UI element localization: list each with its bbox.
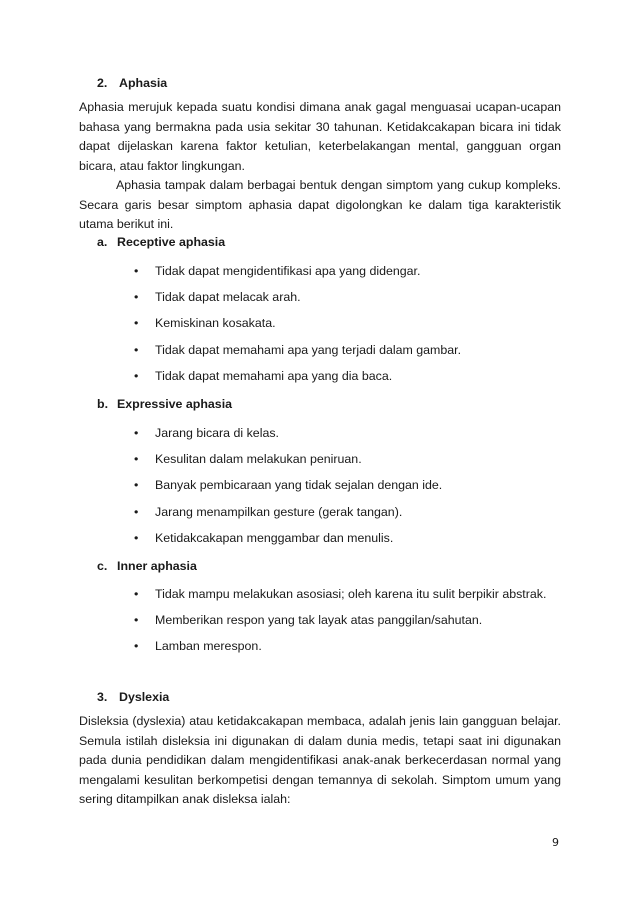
page-number: 9 (552, 836, 559, 849)
section-heading-dyslexia (97, 690, 169, 704)
bullet-list-receptive (131, 264, 461, 395)
subsection-letter: a. (97, 235, 108, 249)
bullet-icon: • (134, 290, 139, 305)
section-number: 3. (97, 690, 108, 704)
bullet-icon: • (134, 452, 139, 467)
list-item: • Kesulitan dalam melakukan peniruan. (134, 452, 362, 467)
list-item: • Ketidakcakapan menggambar dan menulis. (134, 530, 394, 545)
subsection-heading-inner (97, 559, 197, 573)
subsection-title: Expressive aphasia (117, 397, 233, 411)
subsection-heading-receptive (97, 235, 225, 249)
section-heading-aphasia (97, 76, 167, 90)
bullet-icon: • (134, 316, 139, 331)
bullet-icon: • (134, 587, 139, 601)
paragraph-dyslexia: Disleksia (dyslexia) atau ketidakcakapan membaca, adalah jenis lain gangguan belajar. Semula istilah disleksia ini digunakan di dalam dunia medis, tetapi saat ini digunakan pada dunia pendidikan dalam mengidentifikasi anak-anak berkecerdasan normal yang mengalami kesulitan berkompetisi dengan temannya di sekolah. Simptom umum yang sering ditampilkan anak disleksa ialah: (79, 714, 561, 806)
section-title: Aphasia (119, 76, 168, 90)
subsection-heading-expressive (97, 397, 232, 411)
bullet-icon: • (134, 264, 139, 278)
bullet-list-inner (131, 587, 546, 666)
list-item: • Tidak dapat memahami apa yang dia baca. (134, 368, 393, 383)
section-number: 2. (97, 76, 108, 90)
subsection-letter: b. (97, 397, 109, 411)
paragraph-aphasia-symptoms: Aphasia tampak dalam berbagai bentuk dengan simptom yang cukup kompleks. Secara garis besar simptom aphasia dapat digolongkan ke dalam tiga karakteristik utama berikut ini. (79, 178, 561, 231)
list-item: • Memberikan respon yang tak layak atas panggilan/sahutan. (134, 613, 483, 628)
bullet-icon: • (134, 530, 139, 545)
bullet-icon: • (134, 639, 139, 654)
list-item: • Lamban merespon. (134, 639, 262, 654)
section-title: Dyslexia (119, 690, 170, 704)
list-item: • Tidak mampu melakukan asosiasi; oleh karena itu sulit berpikir abstrak. (134, 587, 547, 601)
bullet-icon: • (134, 426, 139, 440)
paragraph-aphasia-definition: Aphasia merujuk kepada suatu kondisi dimana anak gagal menguasai ucapan-ucapan bahasa yang bermakna pada usia sekitar 30 tahunan. Ketidakcakapan bicara ini tidak dapat dijelaskan karena faktor ketulian, keterbelakangan mental, gangguan organ bicara, atau faktor lingkungan. (79, 100, 561, 173)
list-item: • Tidak dapat melacak arah. (134, 290, 301, 305)
bullet-list-expressive (131, 426, 442, 557)
bullet-icon: • (134, 368, 139, 383)
list-item: • Tidak dapat mengidentifikasi apa yang didengar. (134, 264, 421, 278)
bullet-icon: • (134, 504, 139, 519)
list-item: • Jarang bicara di kelas. (134, 426, 279, 440)
subsection-title: Inner aphasia (117, 559, 197, 573)
list-item: • Banyak pembicaraan yang tidak sejalan dengan ide. (134, 478, 443, 493)
bullet-icon: • (134, 613, 139, 628)
bullet-icon: • (134, 478, 139, 493)
subsection-letter: c. (97, 559, 108, 573)
subsection-title: Receptive aphasia (117, 235, 226, 249)
list-item: • Tidak dapat memahami apa yang terjadi dalam gambar. (134, 342, 462, 357)
bullet-icon: • (134, 342, 139, 357)
list-item: • Kemiskinan kosakata. (134, 316, 276, 331)
list-item: • Jarang menampilkan gesture (gerak tangan). (134, 504, 403, 519)
